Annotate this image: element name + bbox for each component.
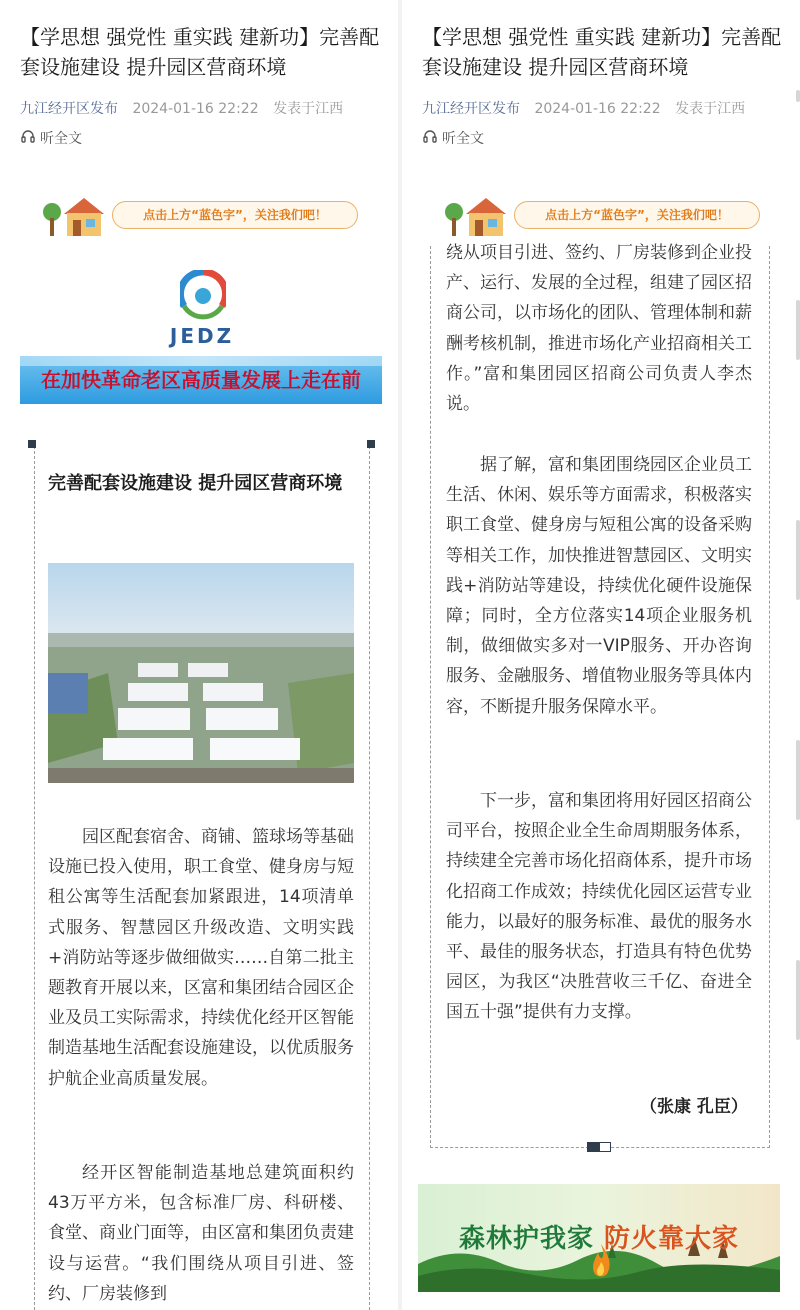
fire-prevention-banner[interactable] bbox=[418, 1184, 780, 1292]
left-article-view bbox=[0, 0, 398, 1310]
paragraph: 经开区智能制造基地总建筑面积约43万平方米，包含标准厂房、科研楼、食堂、商业门面等，由区富和集团负责建设与运营。“我们围绕从项目引进、签约、厂房装修到 bbox=[48, 1163, 354, 1304]
headphone-icon bbox=[20, 128, 36, 148]
paragraph: 绕从项目引进、签约、厂房装修到企业投产、运行、发展的全过程，组建了园区招商公司，以市场化的团队、管理体制和薪酬考核机制，推进市场化产业招商相关工作。”富和集团园区招商公司负责人李杰说。 bbox=[446, 243, 752, 415]
follow-banner[interactable] bbox=[442, 192, 762, 238]
scrollbar[interactable] bbox=[796, 90, 800, 102]
pager-dot-active[interactable] bbox=[587, 1142, 599, 1152]
follow-banner[interactable] bbox=[40, 192, 360, 238]
scrollbar[interactable] bbox=[796, 520, 800, 600]
author-link[interactable]: 九江经开区发布 bbox=[20, 101, 118, 117]
frame-corner bbox=[367, 440, 375, 448]
headphone-icon bbox=[422, 128, 438, 148]
pager-dot[interactable] bbox=[599, 1142, 611, 1152]
publish-location: 发表于江西 bbox=[675, 101, 746, 117]
fire-banner-text: 森林护我家 防火靠大家 bbox=[458, 1224, 740, 1254]
industrial-park-photo[interactable] bbox=[48, 563, 354, 783]
paragraph: 据了解，富和集团围绕园区企业员工生活、休闲、娱乐等方面需求，积极落实职工食堂、健身房与短租公寓的设备采购等相关工作，加快推进智慧园区、文明实践+消防站等建设，持续优化硬件设施保障；同时，全方位落实14项企业服务机制，做细做实多对一VIP服务、开办咨询服务、金融服务、增值物业服务等具体内容，不断提升服务保障水平。 bbox=[446, 455, 752, 717]
article-title: 【学思想 强党性 重实践 建新功】完善配套设施建设 提升园区营商环境 bbox=[20, 25, 380, 79]
jedz-logo bbox=[160, 270, 244, 350]
house-tree-icon bbox=[442, 192, 512, 242]
article-meta bbox=[422, 98, 745, 118]
author-signature: （张康 孔臣） bbox=[640, 1097, 748, 1117]
frame-corner bbox=[28, 440, 36, 448]
paragraph: 园区配套宿舍、商铺、篮球场等基础设施已投入使用，职工食堂、健身房与短租公寓等生活配套加紧跟进，14项清单式服务、智慧园区升级改造、文明实践+消防站等逐步做细做实……自第二批主题教育开展以来，区富和集团结合园区企业及员工实际需求，持续优化经开区智能制造基地生活配套设施建设，以优质服务护航企业高质量发展。 bbox=[48, 827, 354, 1089]
follow-prompt: 点击上方“蓝色字”，关注我们吧！ bbox=[514, 201, 760, 229]
jedz-logo-icon bbox=[180, 270, 226, 324]
house-tree-icon bbox=[40, 192, 110, 242]
listen-button[interactable] bbox=[422, 128, 484, 148]
scrollbar[interactable] bbox=[796, 960, 800, 1040]
scrollbar[interactable] bbox=[796, 740, 800, 820]
publish-time: 2024-01-16 22:22 bbox=[132, 101, 259, 117]
listen-label: 听全文 bbox=[40, 131, 82, 147]
listen-label: 听全文 bbox=[442, 131, 484, 147]
article-meta bbox=[20, 98, 343, 118]
scrollbar[interactable] bbox=[796, 300, 800, 360]
article-title: 【学思想 强党性 重实践 建新功】完善配套设施建设 提升园区营商环境 bbox=[422, 25, 782, 79]
publish-time: 2024-01-16 22:22 bbox=[534, 101, 661, 117]
listen-button[interactable] bbox=[20, 128, 82, 148]
follow-prompt: 点击上方“蓝色字”，关注我们吧！ bbox=[112, 201, 358, 229]
paragraph: 下一步，富和集团将用好园区招商公司平台，按照企业全生命周期服务体系，持续建全完善市场化招商体系，提升市场化招商工作成效；持续优化园区运营专业能力，以最好的服务标准、最优的服务水平、最佳的服务状态，打造具有特色优势园区，为我区“决胜营收三千亿、奋进全国五十强”提供有力支撑。 bbox=[446, 791, 752, 1023]
publish-location: 发表于江西 bbox=[273, 101, 344, 117]
carousel-pager[interactable] bbox=[587, 1142, 611, 1152]
slogan-banner: 在加快革命老区高质量发展上走在前 bbox=[20, 356, 382, 404]
jedz-logo-text: JEDZ bbox=[169, 324, 235, 348]
section-heading: 完善配套设施建设 提升园区营商环境 bbox=[48, 473, 343, 494]
author-link[interactable]: 九江经开区发布 bbox=[422, 101, 520, 117]
